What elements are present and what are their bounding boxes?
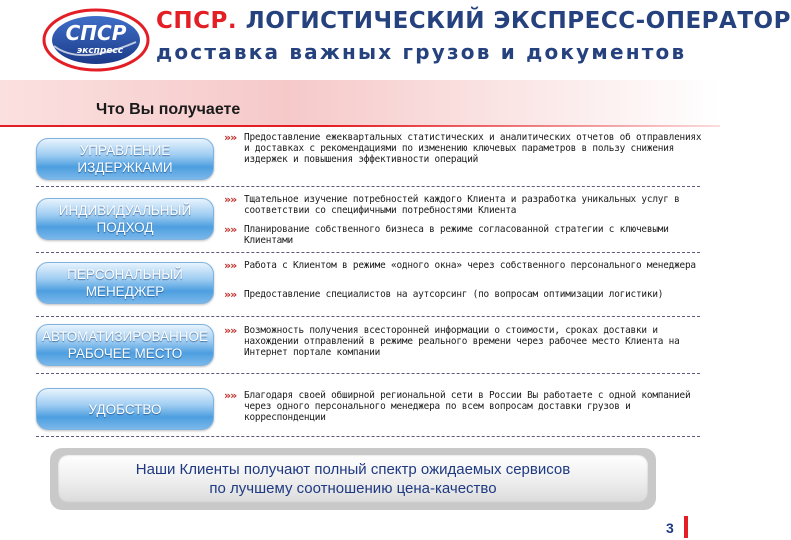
spsr-logo: [40, 6, 152, 74]
bullet-text: Благодаря своей обширной региональной сети в России Вы работаете с одной компанией через одного персонального менеджера по всем вопросам доставки грузов и корреспонденции: [244, 390, 691, 424]
double-chevron-icon: »»: [224, 131, 237, 144]
bullet-text: Планирование собственного бизнеса в режиме согласованной стратегии с ключевыми Клиентами: [244, 224, 669, 247]
brand-tagline: доставка важных грузов и документов: [156, 40, 687, 64]
pill-line: ИНДИВИДУАЛЬНЫЙ: [58, 203, 192, 218]
benefit-pill-personal-manager: [36, 262, 214, 304]
page-number-bar: [684, 516, 688, 538]
benefit-pill-workplace: [36, 324, 214, 366]
row-divider: [36, 252, 700, 253]
pill-line: ИЗДЕРЖКАМИ: [77, 160, 173, 175]
brand-title-accent: СПСР.: [156, 8, 238, 34]
pill-line: АВТОМАТИЗИРОВАННОЕ: [41, 329, 209, 344]
brand-title: [156, 8, 791, 34]
double-chevron-icon: »»: [224, 259, 237, 272]
pill-line: РАБОЧЕЕ МЕСТО: [67, 346, 183, 361]
row-divider: [36, 186, 700, 187]
pill-line: МЕНЕДЖЕР: [85, 284, 165, 299]
header: [0, 0, 791, 82]
benefit-pill-convenience: [36, 388, 214, 430]
double-chevron-icon: »»: [224, 193, 237, 206]
bullet-text: Предоставление ежеквартальных статистических и аналитических отчетов об отправлениях и доставках с рекомендациями по изменению ключевых параметров в пользу снижения издержек и повышения эффективности операций: [244, 132, 702, 166]
summary-line-1: Наши Клиенты получают полный спектр ожидаемых сервисов: [135, 461, 571, 478]
double-chevron-icon: »»: [224, 324, 237, 337]
pill-line: ПЕРСОНАЛЬНЫЙ: [67, 267, 183, 282]
summary-line-2: по лучшему соотношению цена-качество: [209, 480, 497, 497]
pill-line: ПОДХОД: [96, 220, 154, 235]
double-chevron-icon: »»: [224, 389, 237, 402]
bullet-text: Предоставление специалистов на аутсорсинг (по вопросам оптимизации логистики): [244, 289, 664, 300]
logo-text-spsr: СПСР: [65, 21, 127, 45]
section-title: Что Вы получаете: [96, 101, 241, 118]
pill-line: УДОБСТВО: [88, 401, 162, 417]
bullet-text: Работа с Клиентом в режиме «одного окна» через собственного персонального менеджера: [244, 260, 696, 271]
logo-text-express: экспресс: [76, 46, 124, 56]
pill-line: УПРАВЛЕНИЕ: [79, 143, 171, 158]
bullet-text: Возможность получения всесторонней информации о стоимости, сроках доставки и нахождении отправлений в режиме реального времени через рабочее место Клиента на Интернет портале компании: [244, 325, 680, 359]
double-chevron-icon: »»: [224, 223, 237, 236]
bullet-text: Тщательное изучение потребностей каждого Клиента и разработка уникальных услуг в соответствии со специфичными потребностями Клиента: [244, 194, 680, 217]
double-chevron-icon: »»: [224, 288, 237, 301]
page-number: 3: [666, 520, 674, 536]
row-divider: [36, 436, 700, 437]
row-divider: [36, 316, 700, 317]
section-title-underline: [0, 125, 720, 127]
summary-box: [58, 455, 648, 503]
brand-title-rest: ЛОГИСТИЧЕСКИЙ ЭКСПРЕСС-ОПЕРАТОР: [237, 8, 791, 34]
benefit-pill-cost-management: [36, 138, 214, 180]
benefit-pill-individual-approach: [36, 198, 214, 240]
row-divider: [36, 373, 700, 374]
